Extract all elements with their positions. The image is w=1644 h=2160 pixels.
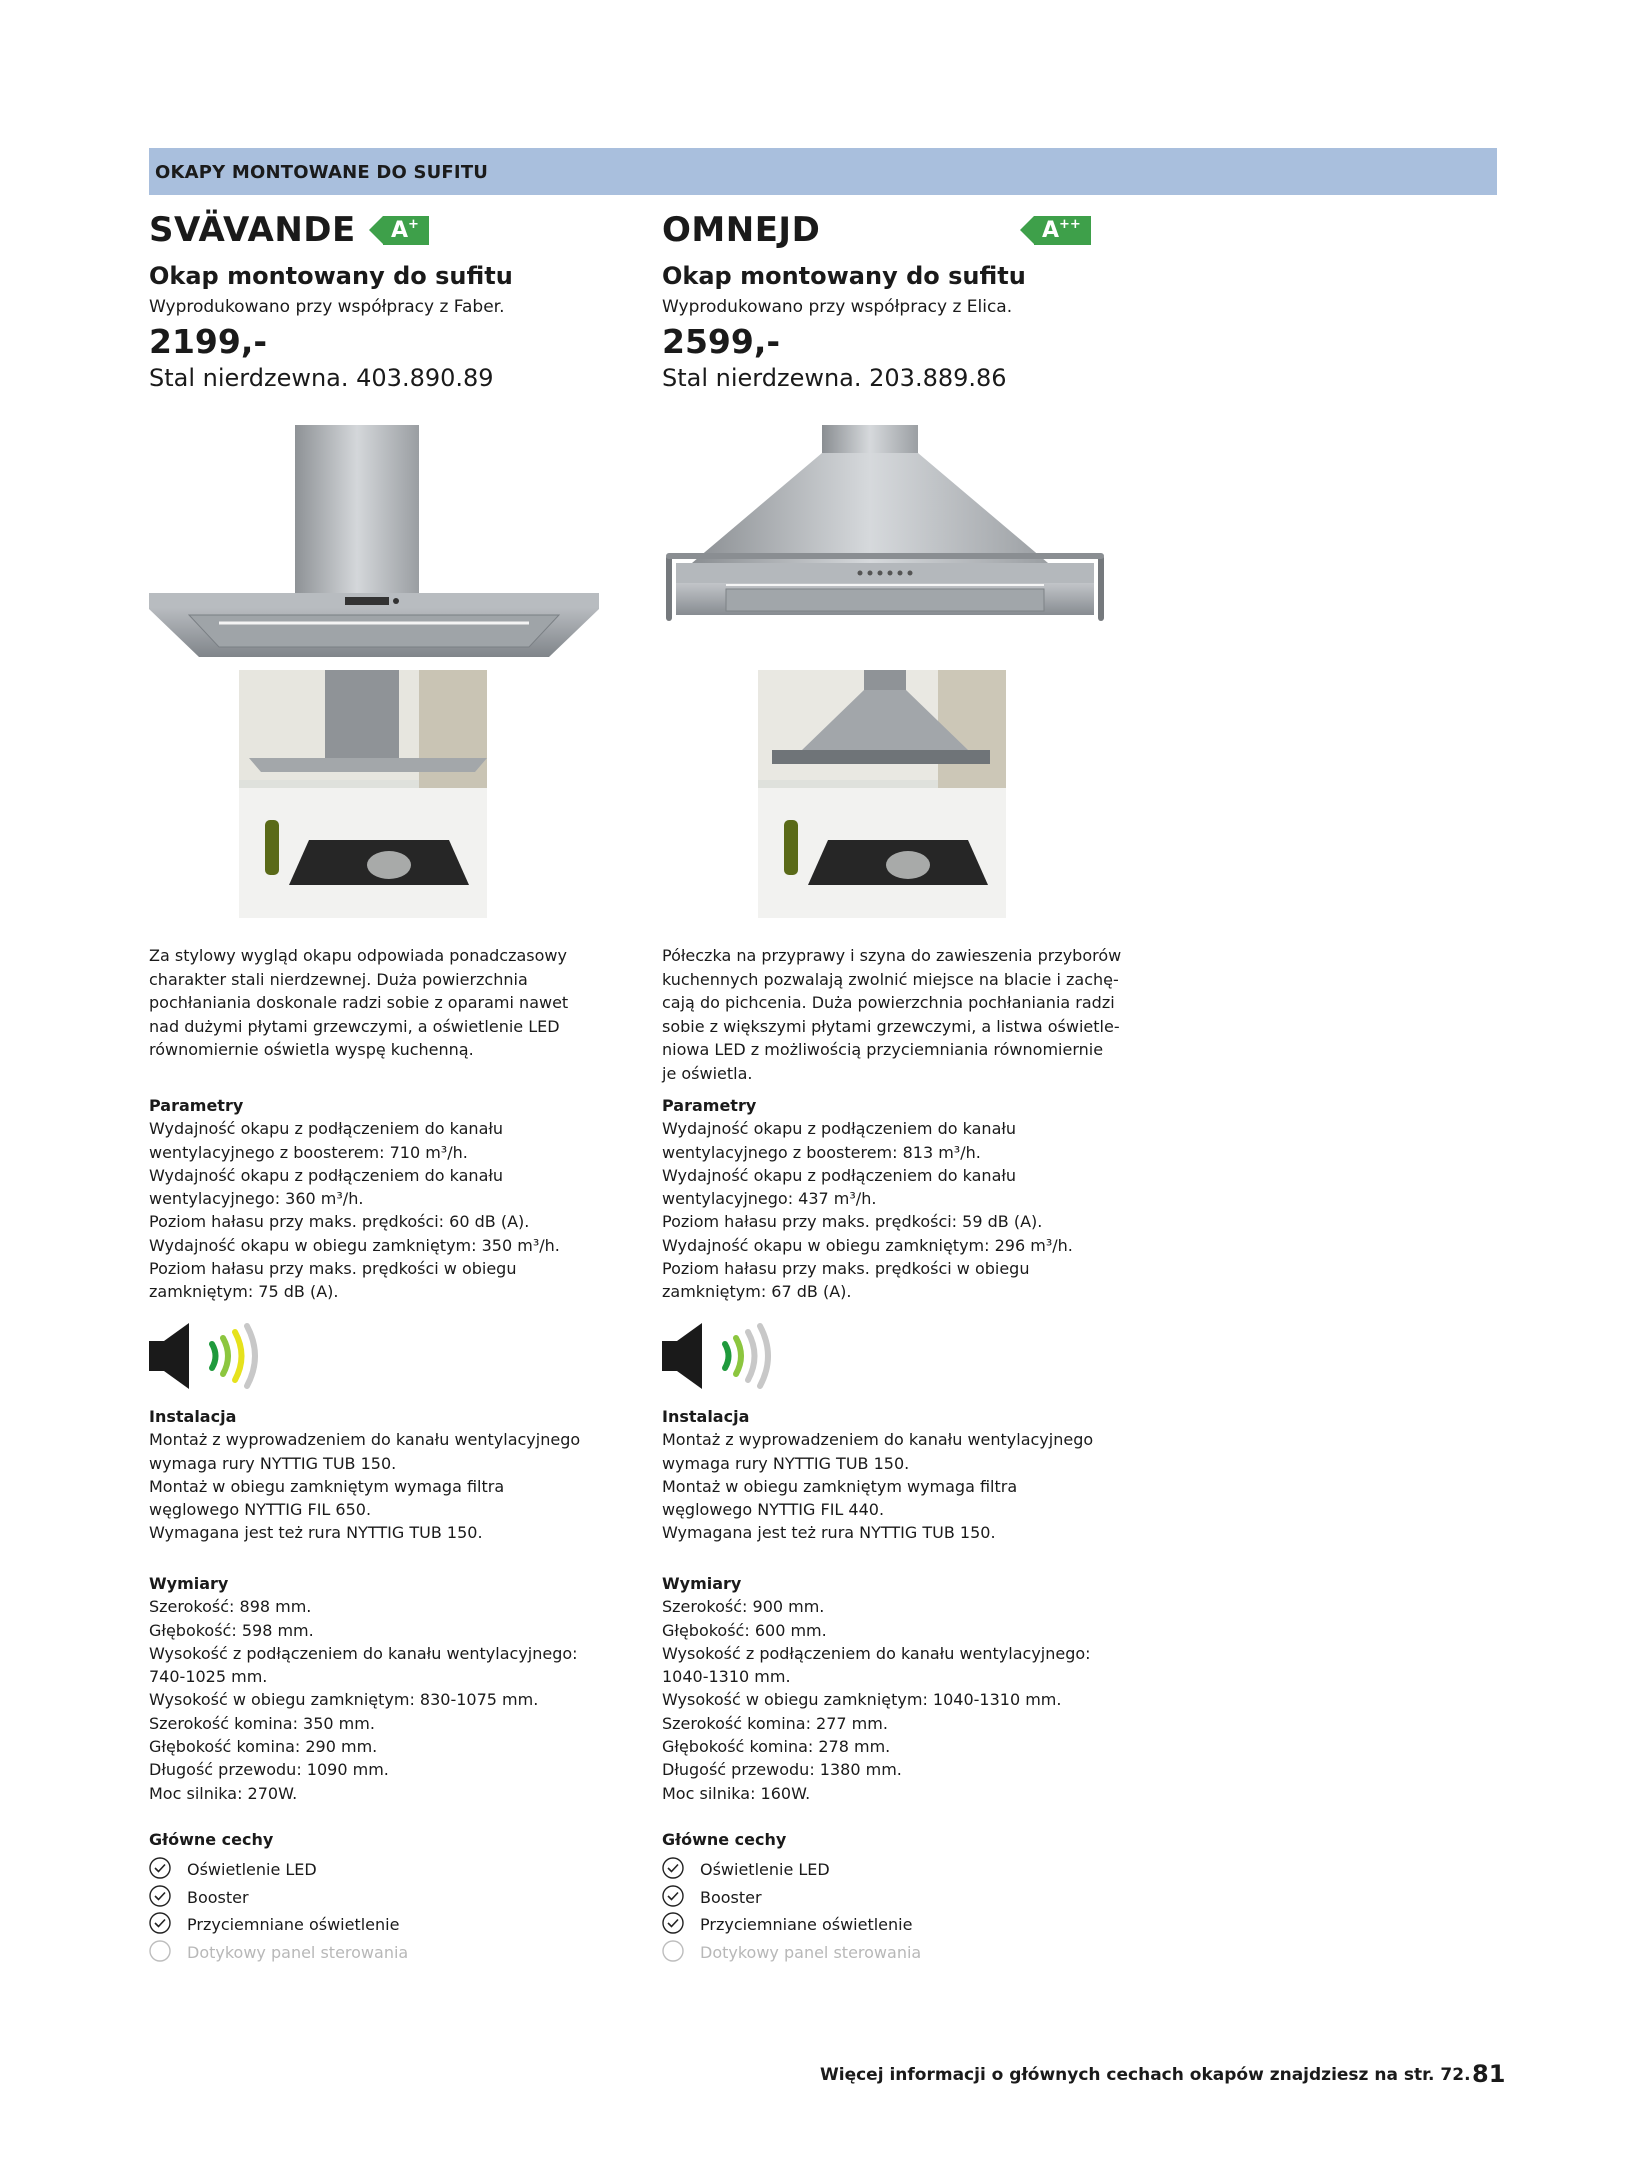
footer-note: Więcej informacji o głównych cechach okapów znajdziesz na str. 72. (820, 2065, 1471, 2085)
noise-wave-2 (736, 1338, 741, 1374)
product-name: OMNEJD (662, 210, 821, 250)
product-subtitle: Okap montowany do sufitu (149, 262, 513, 290)
page-number: 81 (1472, 2060, 1506, 2088)
parameters-section: Parametry Wydajność okapu z podłączeniem do kanału wentylacyjnego z boosterem: 710 m³/h. Wydajność okapu z podłączeniem do kanału wentylacyjnego: 360 m³/h. Poziom hałasu przy maks. prędkości: 60 dB (A). Wydajność okapu w obiegu zamkniętym: 350 m³/h. Poziom hałasu przy maks. prędkości w obiegu zamkniętym: 75 dB (A). (149, 1094, 609, 1304)
installation-heading: Instalacja (662, 1407, 750, 1426)
dimensions-heading: Wymiary (662, 1574, 742, 1593)
noise-level-icon (662, 1318, 802, 1394)
empty-circle-icon (662, 1940, 684, 1962)
parameters-section: Parametry Wydajność okapu z podłączeniem do kanału wentylacyjnego z boosterem: 813 m³/h. Wydajność okapu z podłączeniem do kanału wentylacyjnego: 437 m³/h. Poziom hałasu przy maks. prędkości: 59 dB (A). Wydajność okapu w obiegu zamkniętym: 296 m³/h. Poziom hałasu przy maks. prędkości w obiegu zamkniętym: 67 dB (A). (662, 1094, 1122, 1304)
product-description: Półeczka na przyprawy i szyna do zawieszenia przyborów kuchennych pozwalają zwolnić miejsce na blacie i zachę- cają do pichcenia. Duża powierzchnia pochłaniania radzi sobie z większymi płytami grzewczymi, a listwa oświetle- niowa LED z możliwością przyciemniania równomiernie je oświetla. (662, 946, 1122, 1083)
check-circle-icon (662, 1885, 684, 1907)
section-banner (149, 148, 1497, 195)
installation-heading: Instalacja (149, 1407, 237, 1426)
empty-circle-icon (149, 1940, 171, 1962)
check-circle-icon (149, 1857, 171, 1879)
hood-product-image (149, 425, 599, 675)
dimensions-section: Wymiary Szerokość: 898 mm. Głębokość: 598 mm. Wysokość z podłączeniem do kanału wentylacyjnego: 740-1025 mm. Wysokość w obiegu zamkniętym: 830-1075 mm. Szerokość komina: 350 mm. Głębokość komina: 290 mm. Długość przewodu: 1090 mm. Moc silnika: 270W. (149, 1572, 619, 1805)
check-circle-icon (149, 1885, 171, 1907)
noise-wave-3 (748, 1332, 755, 1380)
parameters-heading: Parametry (662, 1096, 757, 1115)
noise-wave-3 (235, 1332, 242, 1380)
product-maker: Wyprodukowano przy współpracy z Elica. (662, 297, 1013, 317)
feature-item-unavailable: Dotykowy panel sterowania (149, 1940, 619, 1968)
check-circle-icon (149, 1912, 171, 1934)
section-title: OKAPY MONTOWANE DO SUFITU (155, 162, 489, 183)
hood-product-image (662, 425, 1112, 675)
hood-room-photo (758, 670, 1006, 918)
feature-item: Oświetlenie LED (149, 1857, 619, 1885)
feature-item: Przyciemniane oświetlenie (662, 1912, 1132, 1940)
noise-level-icon (149, 1318, 289, 1394)
parameters-heading: Parametry (149, 1096, 244, 1115)
product-article: Stal nierdzewna. 203.889.86 (662, 364, 1007, 392)
main-features-section (662, 1830, 1132, 1967)
product-maker: Wyprodukowano przy współpracy z Faber. (149, 297, 505, 317)
feature-item: Booster (149, 1885, 619, 1913)
product-description: Za stylowy wygląd okapu odpowiada ponadczasowy charakter stali nierdzewnej. Duża powierzchnia pochłaniania doskonale radzi sobie z oparami nawet nad dużymi płytami grzewczymi, a oświetlenie LED równomiernie oświetla wyspę kuchenną. (149, 946, 569, 1059)
check-circle-icon (662, 1912, 684, 1934)
dimensions-heading: Wymiary (149, 1574, 229, 1593)
main-features-section (149, 1830, 619, 1967)
hood-room-photo (239, 670, 487, 918)
noise-wave-4 (247, 1326, 255, 1386)
product-name: SVÄVANDE (149, 210, 356, 250)
noise-wave-4 (760, 1326, 768, 1386)
feature-item: Oświetlenie LED (662, 1857, 1132, 1885)
noise-wave-1 (725, 1344, 729, 1368)
noise-wave-1 (212, 1344, 216, 1368)
product-price: 2599,- (662, 322, 781, 361)
product-price: 2199,- (149, 322, 268, 361)
feature-item-unavailable: Dotykowy panel sterowania (662, 1940, 1132, 1968)
noise-wave-2 (223, 1338, 228, 1374)
product-article: Stal nierdzewna. 403.890.89 (149, 364, 494, 392)
feature-item: Przyciemniane oświetlenie (149, 1912, 619, 1940)
feature-item: Booster (662, 1885, 1132, 1913)
installation-section: Instalacja Montaż z wyprowadzeniem do kanału wentylacyjnego wymaga rury NYTTIG TUB 150. Montaż w obiegu zamkniętym wymaga filtra węglowego NYTTIG FIL 650. Wymagana jest też rura NYTTIG TUB 150. (149, 1405, 619, 1545)
check-circle-icon (662, 1857, 684, 1879)
main-features-heading: Główne cechy (662, 1830, 787, 1849)
product-subtitle: Okap montowany do sufitu (662, 262, 1026, 290)
dimensions-section: Wymiary Szerokość: 900 mm. Głębokość: 600 mm. Wysokość z podłączeniem do kanału wentylacyjnego: 1040-1310 mm. Wysokość w obiegu zamkniętym: 1040-1310 mm. Szerokość komina: 277 mm. Głębokość komina: 278 mm. Długość przewodu: 1380 mm. Moc silnika: 160W. (662, 1572, 1132, 1805)
installation-section: Instalacja Montaż z wyprowadzeniem do kanału wentylacyjnego wymaga rury NYTTIG TUB 150. Montaż w obiegu zamkniętym wymaga filtra węglowego NYTTIG FIL 440. Wymagana jest też rura NYTTIG TUB 150. (662, 1405, 1132, 1545)
main-features-heading: Główne cechy (149, 1830, 274, 1849)
